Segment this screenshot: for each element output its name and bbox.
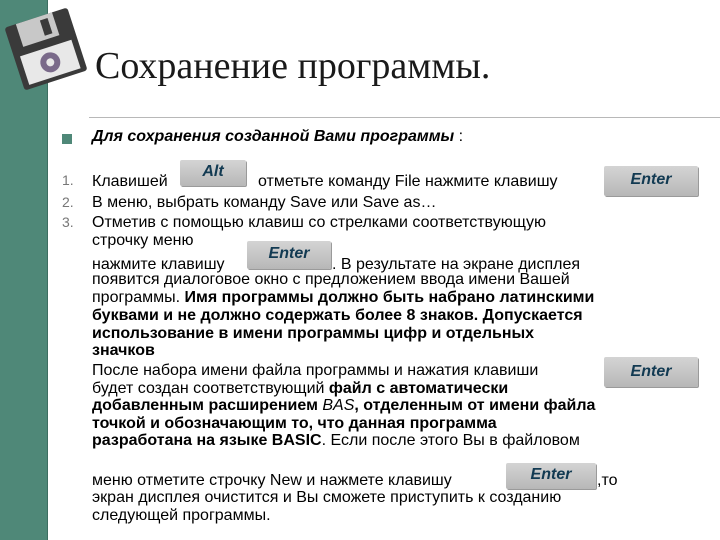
key-enter-1: Enter [604, 166, 698, 196]
line-4b: . В результате на экране дисплея [332, 256, 581, 273]
line-16: экран дисплея очистится и Вы сможете приступить к созданию [92, 489, 562, 506]
intro-text [92, 128, 463, 146]
slide-title: Сохранение программы. [95, 45, 491, 87]
line-12b: BAS [322, 397, 355, 414]
line-15b: ,то [597, 472, 618, 489]
list-number-3: 3. [62, 214, 74, 230]
key-enter-3: Enter [604, 357, 698, 387]
line-14 [92, 432, 580, 449]
line-11b: файл с автоматически [328, 380, 509, 397]
line-10: После набора имени файла программы и нажатия клавиши [92, 362, 539, 379]
line-15a: меню отметите строчку New и нажмете клавишу [92, 472, 452, 489]
line-6a: программы. [92, 289, 185, 306]
intro-colon: : [454, 128, 464, 145]
line-14b: . Если после этого Вы в файловом [321, 432, 580, 449]
intro-main: Для сохранения созданной Вами программы [92, 128, 455, 145]
line-11 [92, 380, 508, 397]
line-17: следующей программы. [92, 507, 271, 524]
line-12c: , отделенным от имени файла [354, 397, 596, 414]
line-3b: строчку меню [92, 232, 194, 249]
list-number-1: 1. [62, 172, 74, 188]
floppy-disk-icon [3, 6, 89, 92]
list-number-2: 2. [62, 194, 74, 210]
line-9: значков [92, 342, 155, 359]
line-1b: отметьте команду File нажмите клавишу [258, 173, 558, 190]
line-12 [92, 397, 595, 414]
title-divider [89, 117, 720, 118]
line-13: точкой и обозначающим то, что данная программа [92, 415, 497, 432]
line-14a: разработана на языке BASIC [92, 432, 322, 449]
line-5: появится диалоговое окно с предложением ввода имени Вашей [92, 271, 570, 288]
line-7: буквами и не должно содержать более 8 знаков. Допускается [92, 307, 583, 324]
line-6b: Имя программы должно быть набрано латинскими [184, 289, 595, 306]
line-2: В меню, выбрать команду Save или Save as… [92, 194, 437, 211]
key-alt: Alt [180, 160, 246, 186]
line-1a: Клавишей [92, 173, 168, 190]
key-enter-2: Enter [247, 241, 331, 269]
line-3a: Отметив с помощью клавиш со стрелками соответствующую [92, 214, 547, 231]
line-11a: будет создан соответствующий [92, 380, 329, 397]
square-bullet-icon [62, 134, 72, 144]
line-12a: добавленным расширением [92, 397, 323, 414]
line-4a: нажмите клавишу [92, 256, 225, 273]
key-enter-4: Enter [506, 463, 596, 489]
line-6 [92, 289, 594, 306]
line-8: использование в имени программы цифр и отдельных [92, 325, 535, 342]
